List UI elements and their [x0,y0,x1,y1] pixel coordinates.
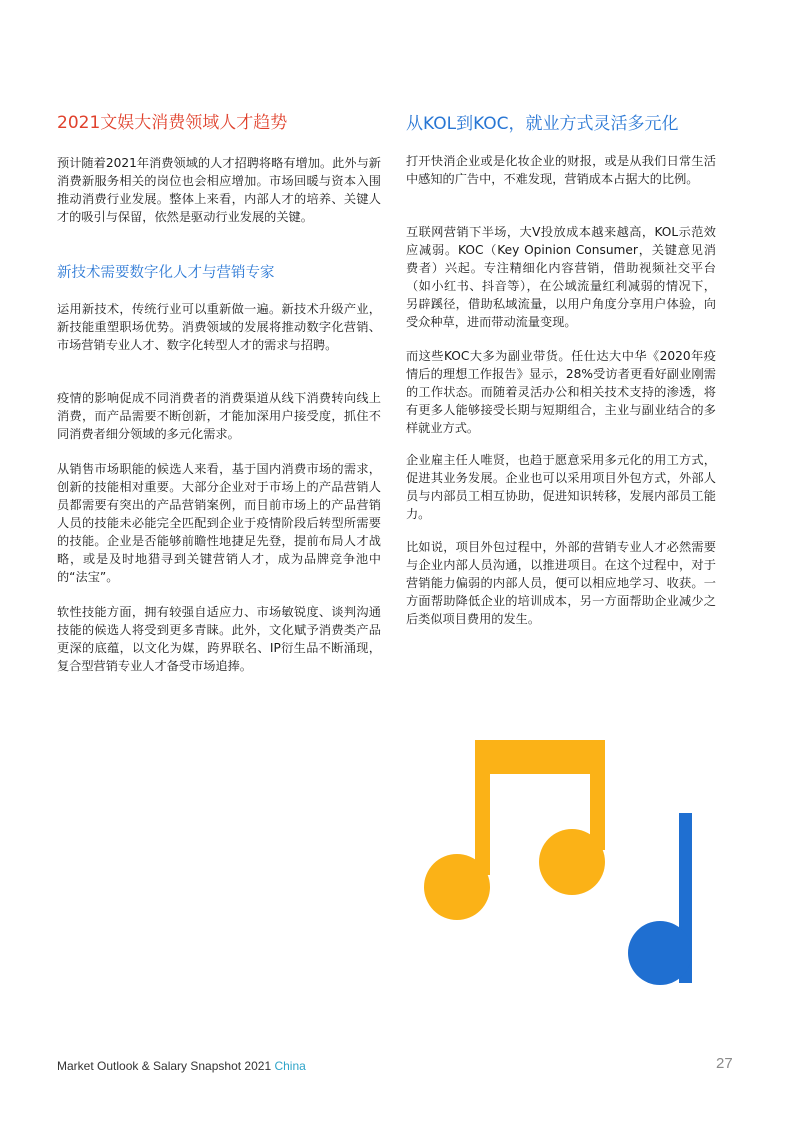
right-paragraph-5: 比如说，项目外包过程中，外部的营销专业人才必然需要与企业内部人员沟通，以推进项目。在这个过程中，对于营销能力偏弱的内部人员，便可以相应地学习、收获。一方面帮助降低企业的培训成本，另一方面帮助企业减少之后类似项目费用的发生。 [406,540,716,626]
yellow-double-note [424,740,605,920]
left-paragraph-3: 从销售市场职能的候选人来看，基于国内消费市场的需求，创新的技能相对重要。大部分企业对于市场上的产品营销人员都需要有突出的产品营销案例，而目前市场上的产品营销人员的技能未必能完全匹配到企业于疫情阶段后转型所需要的技能。企业是否能够前瞻性地捷足先登，提前布局人才战略，或是及时地猎寻到关键营销人才，成为品牌竞争池中的“法宝”。 [57,462,381,584]
music-notes-icon [420,735,710,995]
right-heading: 从KOL到KOC，就业方式灵活多元化 [406,114,679,134]
left-paragraph-4: 软性技能方面，拥有较强自适应力、市场敏锐度、谈判沟通技能的候选人将受到更多青睐。此外，文化赋予消费类产品更深的底蕴，以文化为媒，跨界联名、IP衍生品不断涌现，复合型营销专业人才备受市场追捧。 [57,605,381,673]
note-stem-right [590,740,605,850]
footer-country: China [274,1059,306,1073]
left-intro-paragraph: 预计随着2021年消费领域的人才招聘将略有增加。此外与新消费新服务相关的岗位也会相应增加。市场回暖与资本入围推动消费行业发展。整体上来看，内部人才的培养、关键人才的吸引与保留，依然是驱动行业发展的关键。 [57,156,381,224]
blue-single-note [628,813,692,985]
note-stem-left [475,740,490,875]
footer-title: Market Outlook & Salary Snapshot 2021 [57,1059,272,1073]
right-paragraph-2: 互联网营销下半场，大V投放成本越来越高，KOL示范效应减弱。KOC（Key Opinion Consumer，关键意见消费者）兴起。专注精细化内容营销，借助视频社交平台（如小红书、抖音等），在公域流量红利减弱的情况下，另辟蹊径，借助私域流量，以用户角度分享用户体验，向受众种草，进而带动流量变现。 [406,225,716,329]
page-number: 27 [716,1055,733,1072]
note-beam [475,740,605,774]
right-paragraph-1: 打开快消企业或是化妆企业的财报，或是从我们日常生活中感知的广告中，不难发现，营销成本占据大的比例。 [406,154,716,186]
footer [57,1058,306,1074]
left-subheading: 新技术需要数字化人才与营销专家 [57,265,275,281]
right-paragraph-3: 而这些KOC大多为副业带货。任仕达大中华《2020年疫情后的理想工作报告》显示，28%受访者更看好副业刚需的工作状态。而随着灵活办公和相关技术支持的渗透，将有更多人能够接受长期与短期组合，主业与副业结合的多样就业方式。 [406,349,716,435]
left-heading: 2021文娱大消费领域人才趋势 [57,113,288,133]
left-paragraph-2: 疫情的影响促成不同消费者的消费渠道从线下消费转向线上消费，而产品需要不断创新，才能加深用户接受度，抓住不同消费者细分领域的多元化需求。 [57,391,381,441]
right-paragraph-4: 企业雇主任人唯贤，也趋于愿意采用多元化的用工方式，促进其业务发展。企业也可以采用项目外包方式，外部人员与内部员工相互协助，促进知识转移，发展内部员工能力。 [406,453,716,521]
blue-note-head [628,921,692,985]
note-head-right [539,829,605,895]
left-paragraph-1: 运用新技术，传统行业可以重新做一遍。新技术升级产业，新技能重塑职场优势。消费领域的发展将推动数字化营销、市场营销专业人才、数字化转型人才的需求与招聘。 [57,302,381,352]
note-head-left [424,854,490,920]
